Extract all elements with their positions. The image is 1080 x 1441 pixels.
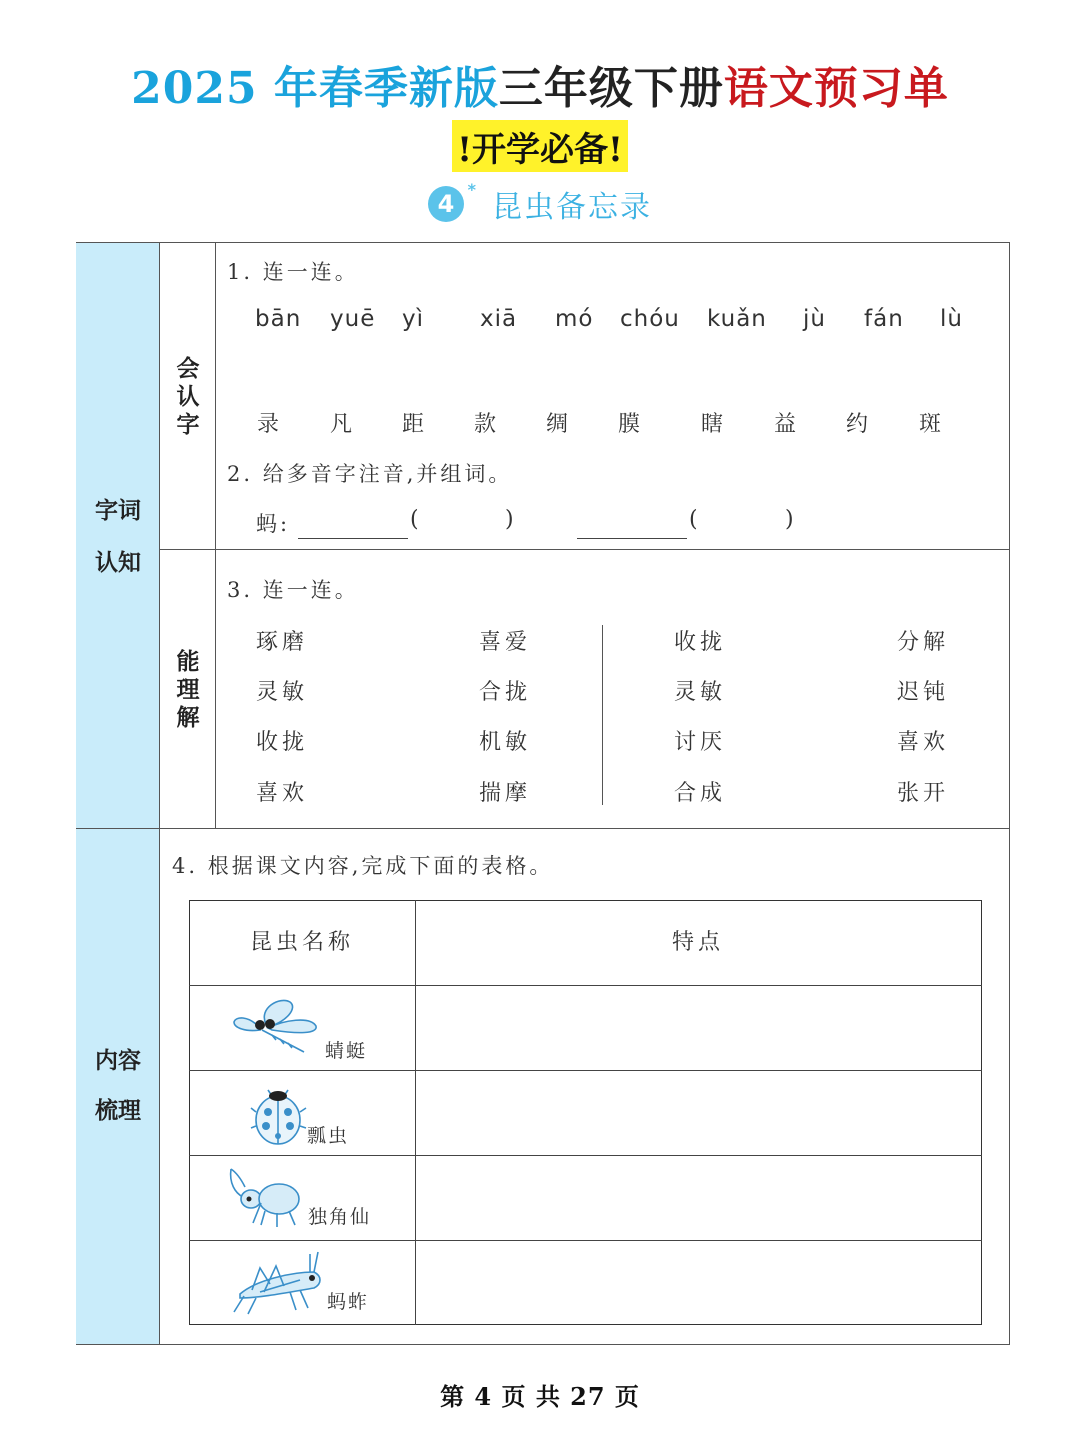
match-word: 讨厌 (674, 730, 727, 755)
match-word: 合成 (674, 781, 727, 806)
question-1-label: 1. 连一连。 (227, 260, 359, 284)
hanzi-item: 款 (474, 412, 497, 437)
question-4-label: 4. 根据课文内容,完成下面的表格。 (172, 854, 554, 878)
title-part-year: 2025 年春季新版 (131, 63, 499, 114)
dragonfly-icon (228, 994, 324, 1056)
paren-open-2: ( (689, 507, 698, 532)
lesson-title: 昆虫备忘录 (492, 190, 652, 225)
category-vocab-line2: 认知 (95, 550, 141, 576)
answer-blank-2[interactable] (577, 538, 687, 539)
subcategory-understand-c1: 能 (176, 649, 200, 675)
column-header-features: 特点 (672, 930, 725, 955)
match-word: 分解 (897, 630, 950, 655)
insect-name-dragonfly: 蜻蜓 (325, 1040, 368, 1062)
hanzi-item: 益 (774, 412, 797, 437)
hanzi-item: 斑 (919, 412, 942, 437)
pinyin-item: bān (255, 306, 302, 332)
pinyin-item: yì (402, 306, 425, 332)
table-row-divider (189, 1240, 982, 1241)
pinyin-item: xiā (480, 306, 518, 332)
lesson-number-badge (428, 180, 476, 222)
page-footer: 第 4 页 共 27 页 (440, 1382, 640, 1411)
subcategory-understand-c3: 解 (176, 705, 200, 731)
paren-close-2: ) (785, 507, 794, 532)
insect-table-col-divider (415, 900, 416, 1325)
pinyin-item: jù (803, 306, 826, 332)
hanzi-item: 距 (402, 412, 425, 437)
subtitle-highlight: !开学必备! (452, 120, 628, 172)
lesson-number: 4 (437, 190, 455, 218)
feature-cell-beetle[interactable] (417, 1157, 980, 1239)
lesson-mark: * (467, 180, 476, 199)
table-row-divider (189, 1070, 982, 1071)
divider-vocab-content (76, 828, 1010, 829)
match-word: 收拢 (674, 630, 727, 655)
match-word: 揣摩 (479, 781, 532, 806)
grasshopper-icon (230, 1250, 326, 1316)
match-word: 喜欢 (256, 781, 309, 806)
insect-name-ladybug: 瓢虫 (307, 1125, 350, 1147)
hanzi-item: 约 (846, 412, 869, 437)
ladybug-icon (250, 1082, 310, 1148)
pinyin-item: mó (555, 306, 594, 332)
rhinoceros-beetle-icon (225, 1163, 305, 1231)
subcategory-recognize-c3: 字 (176, 412, 200, 438)
match-word: 灵敏 (674, 680, 727, 705)
category-content-line2: 梳理 (95, 1098, 141, 1124)
insect-name-grasshopper: 蚂蚱 (327, 1291, 370, 1313)
subcategory-recognize (160, 243, 216, 550)
hanzi-item: 凡 (330, 412, 353, 437)
hanzi-item: 绸 (546, 412, 569, 437)
category-vocab-line1: 字词 (95, 498, 141, 524)
hanzi-item: 瞎 (701, 412, 724, 437)
page-title (0, 52, 1080, 116)
pinyin-item: yuē (330, 306, 376, 332)
category-vocab (76, 243, 160, 829)
match-word: 喜欢 (897, 730, 950, 755)
pinyin-item: fán (864, 306, 904, 332)
feature-cell-ladybug[interactable] (417, 1072, 980, 1154)
column-header-insect-name: 昆虫名称 (250, 930, 355, 955)
subcategory-recognize-c1: 会 (176, 356, 200, 382)
pinyin-item: chóu (620, 306, 680, 332)
title-part-subject: 语文预习单 (723, 63, 949, 114)
match-word: 灵敏 (256, 680, 309, 705)
q3-column-divider (602, 625, 603, 805)
polyphone-char: 蚂: (256, 512, 291, 536)
insect-name-beetle: 独角仙 (308, 1206, 372, 1228)
lesson-heading (0, 182, 1080, 226)
question-3-label: 3. 连一连。 (227, 578, 359, 602)
hanzi-item: 膜 (618, 412, 641, 437)
feature-cell-grasshopper[interactable] (417, 1242, 980, 1324)
subcategory-recognize-c2: 认 (176, 384, 200, 410)
match-word: 收拢 (256, 730, 309, 755)
hanzi-item: 录 (257, 412, 280, 437)
answer-blank-1[interactable] (298, 538, 408, 539)
paren-close-1: ) (505, 507, 514, 532)
divider-recognize-understand (160, 549, 1010, 550)
match-word: 合拢 (479, 680, 532, 705)
match-word: 琢磨 (256, 630, 309, 655)
paren-open-1: ( (410, 507, 419, 532)
subcategory-understand-c2: 理 (176, 677, 200, 703)
table-row-divider (189, 985, 982, 986)
pinyin-item: lù (940, 306, 963, 332)
subcategory-understand (160, 550, 216, 829)
table-row-divider (189, 1155, 982, 1156)
match-word: 张开 (897, 781, 950, 806)
match-word: 迟钝 (897, 680, 950, 705)
match-word: 喜爱 (479, 630, 532, 655)
match-word: 机敏 (479, 730, 532, 755)
title-part-grade: 三年级下册 (498, 63, 724, 114)
category-content (76, 829, 160, 1344)
feature-cell-dragonfly[interactable] (417, 987, 980, 1069)
question-2-label: 2. 给多音字注音,并组词。 (227, 462, 513, 486)
category-content-line1: 内容 (95, 1048, 141, 1074)
pinyin-item: kuǎn (707, 306, 767, 332)
